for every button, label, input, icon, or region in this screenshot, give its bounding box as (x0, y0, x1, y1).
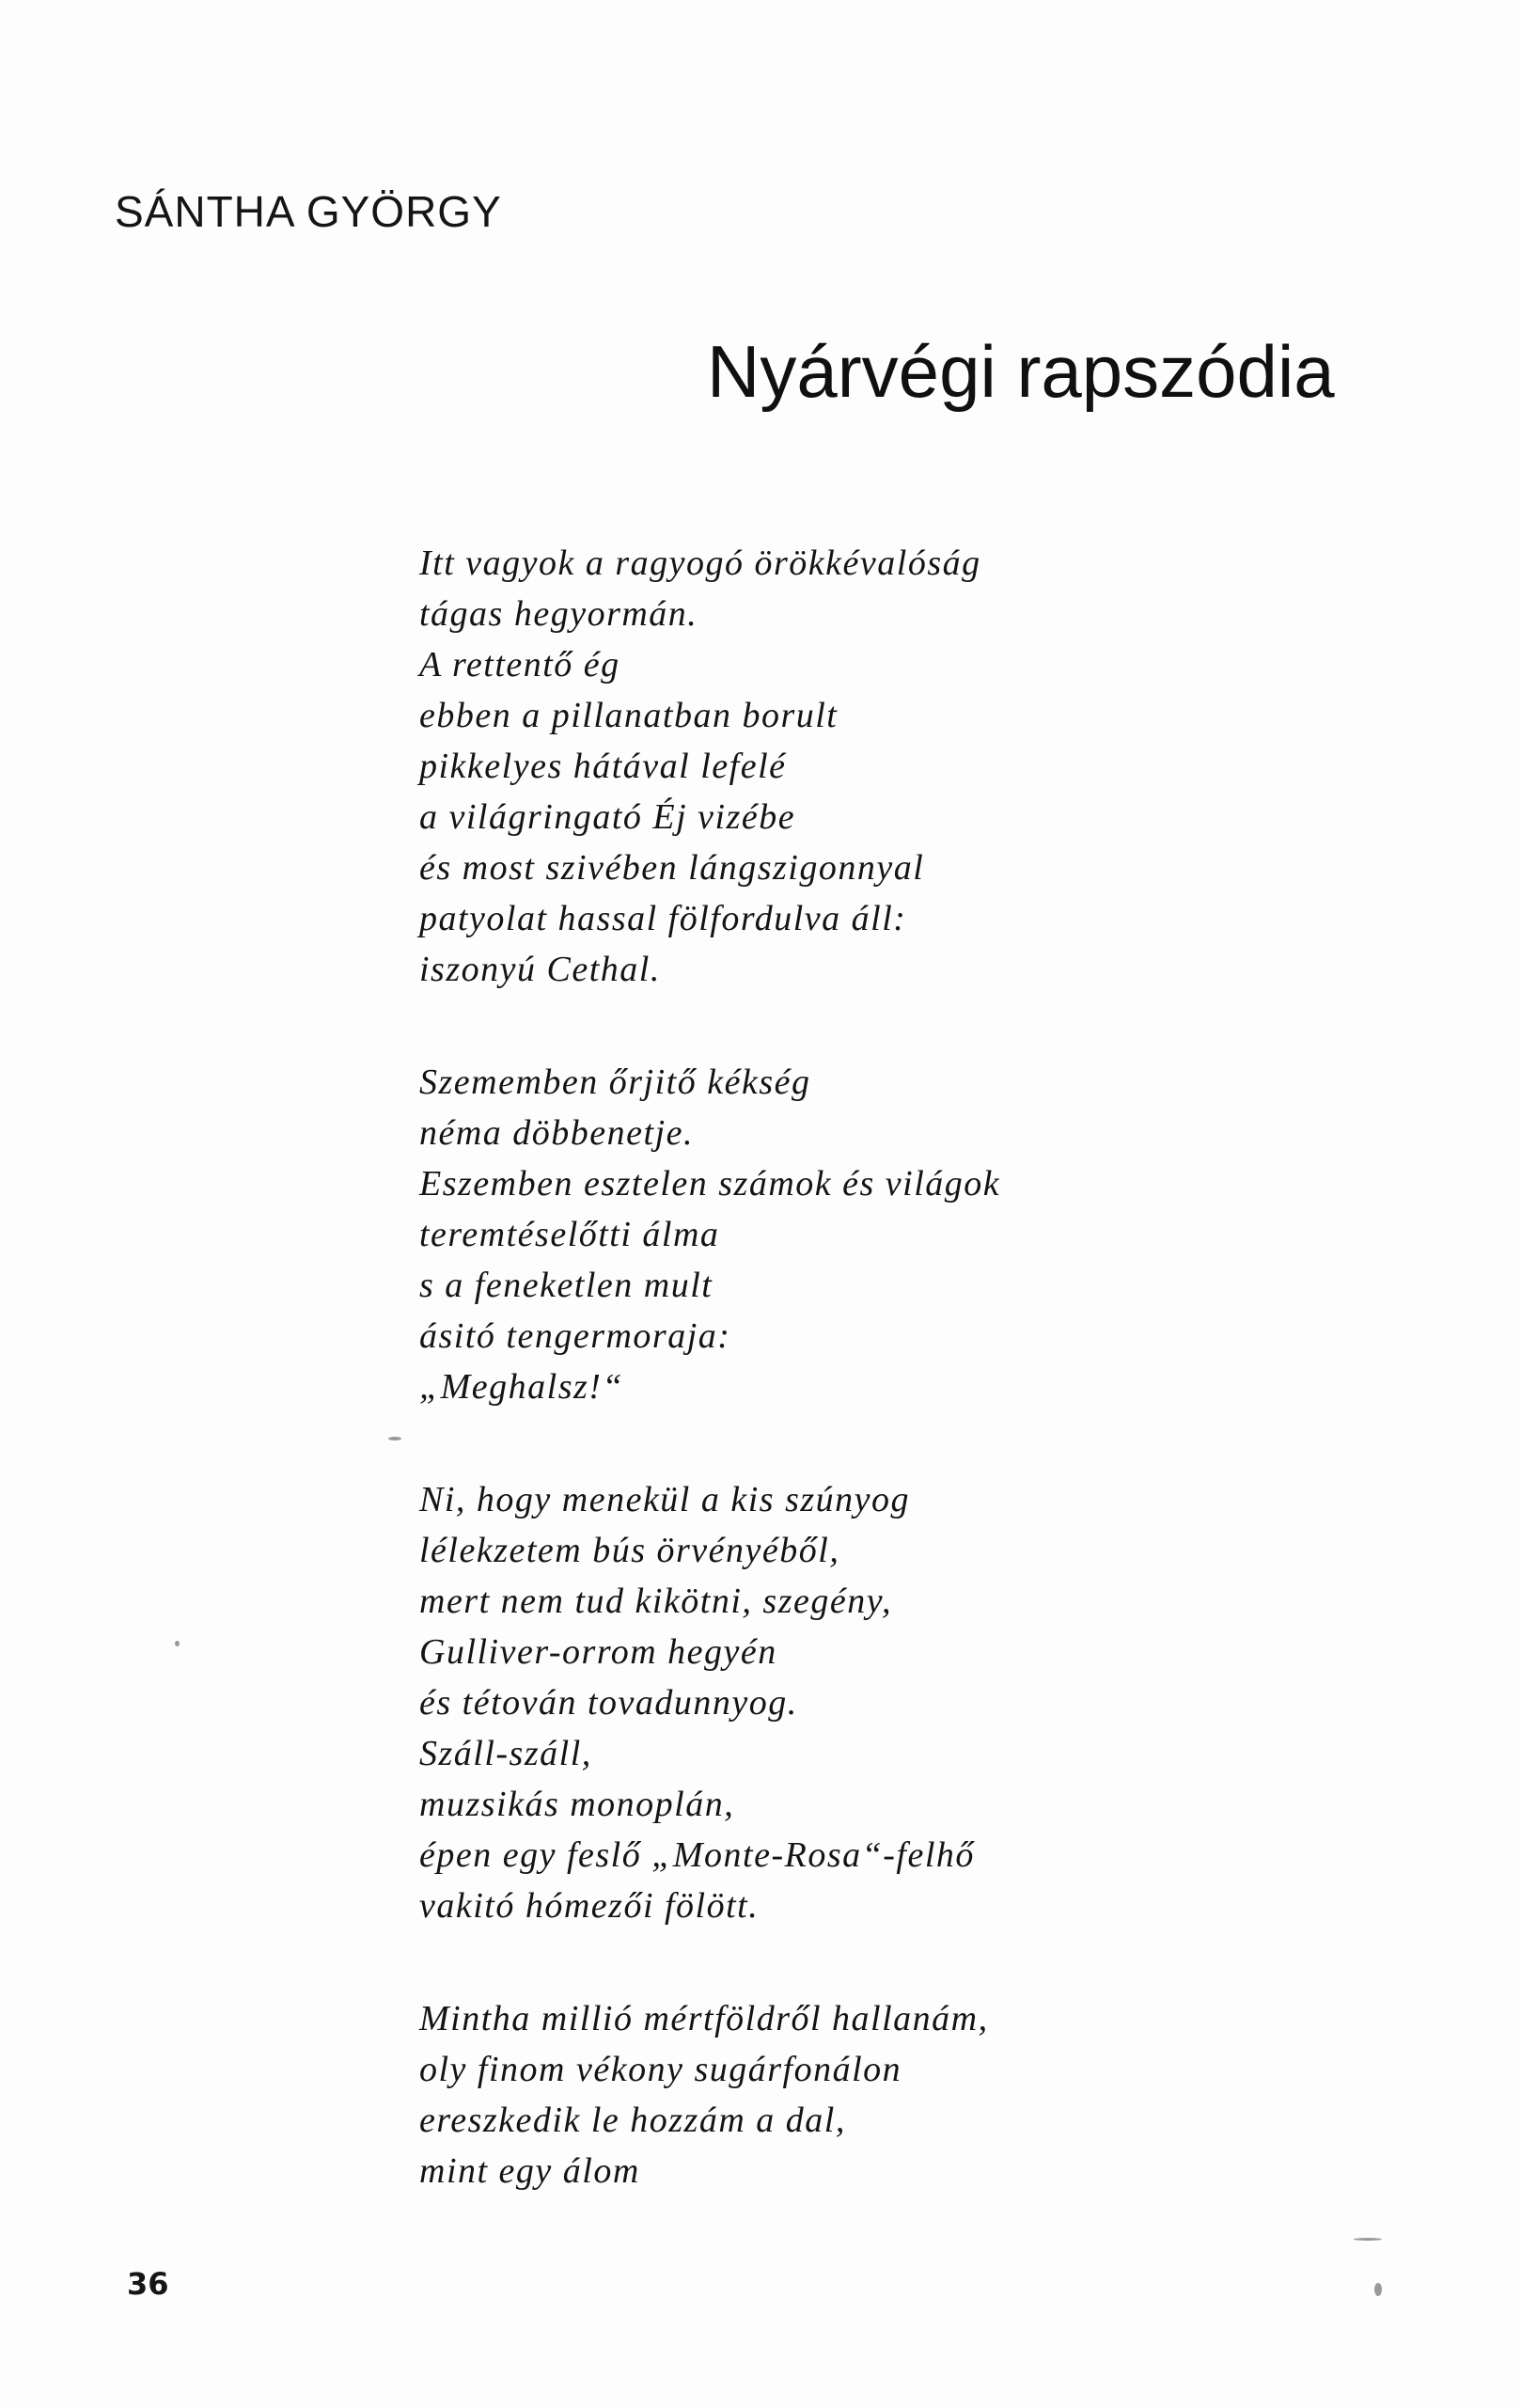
poem-body (419, 538, 1453, 2196)
scan-speck (388, 1437, 401, 1440)
poem-line: Mintha millió mértföldről hallanám, (419, 1999, 989, 2038)
poem-line: Száll-száll, (419, 1734, 592, 1773)
poem-line: tágas hegyormán. (419, 594, 698, 634)
poem-line: ereszkedik le hozzám a dal, (419, 2101, 846, 2140)
poem-line: ebben a pillanatban borult (419, 696, 839, 735)
poem-line: lélekzetem bús örvényéből, (419, 1531, 840, 1570)
poem-line: néma döbbenetje. (419, 1113, 695, 1153)
stanza-break (419, 1412, 1453, 1474)
stanza-4 (419, 1993, 1453, 2196)
poem-line: „Meghalsz!“ (419, 1367, 624, 1407)
poem-line: teremtéselőtti álma (419, 1215, 720, 1254)
poem-line: a világringató Éj vizébe (419, 797, 796, 837)
poem-line: ásitó tengermoraja: (419, 1316, 731, 1356)
poem-line: s a feneketlen mult (419, 1266, 713, 1305)
stanza-2 (419, 1057, 1453, 1412)
page-number: 36 (127, 2266, 169, 2302)
poem-line: épen egy feslő „Monte-Rosa“-felhő (419, 1835, 975, 1875)
scan-speck (1374, 2283, 1382, 2296)
poem-line: patyolat hassal fölfordulva áll: (419, 899, 907, 938)
poem-line: A rettentő ég (419, 645, 620, 685)
poem-line: és tétován tovadunnyog. (419, 1683, 798, 1723)
poem-line: vakitó hómezői fölött. (419, 1886, 760, 1926)
poem-line: Szememben őrjitő kékség (419, 1062, 811, 1102)
stanza-break (419, 995, 1453, 1057)
stanza-1 (419, 538, 1453, 995)
stanza-3 (419, 1474, 1453, 1931)
poem-line: Ni, hogy menekül a kis szúnyog (419, 1480, 911, 1519)
stanza-break (419, 1931, 1453, 1993)
poem-line: pikkelyes hátával lefelé (419, 747, 787, 786)
poem-line: és most szivében lángszigonnyal (419, 848, 925, 888)
scan-speck (1354, 2238, 1382, 2241)
poem-title: Nyárvégi rapszódia (707, 330, 1335, 413)
poem-line: iszonyú Cethal. (419, 950, 661, 989)
author-name: SÁNTHA GYÖRGY (115, 187, 502, 236)
poem-line: mert nem tud kikötni, szegény, (419, 1582, 893, 1621)
poem-line: Itt vagyok a ragyogó örökkévalóság (419, 543, 981, 583)
poem-line: Gulliver-orrom hegyén (419, 1632, 777, 1672)
poem-line: oly finom vékony sugárfonálon (419, 2050, 902, 2089)
poem-line: Eszemben esztelen számok és világok (419, 1164, 1001, 1204)
scan-speck (175, 1641, 180, 1646)
poem-line: mint egy álom (419, 2151, 640, 2191)
poem-line: muzsikás monoplán, (419, 1785, 735, 1824)
